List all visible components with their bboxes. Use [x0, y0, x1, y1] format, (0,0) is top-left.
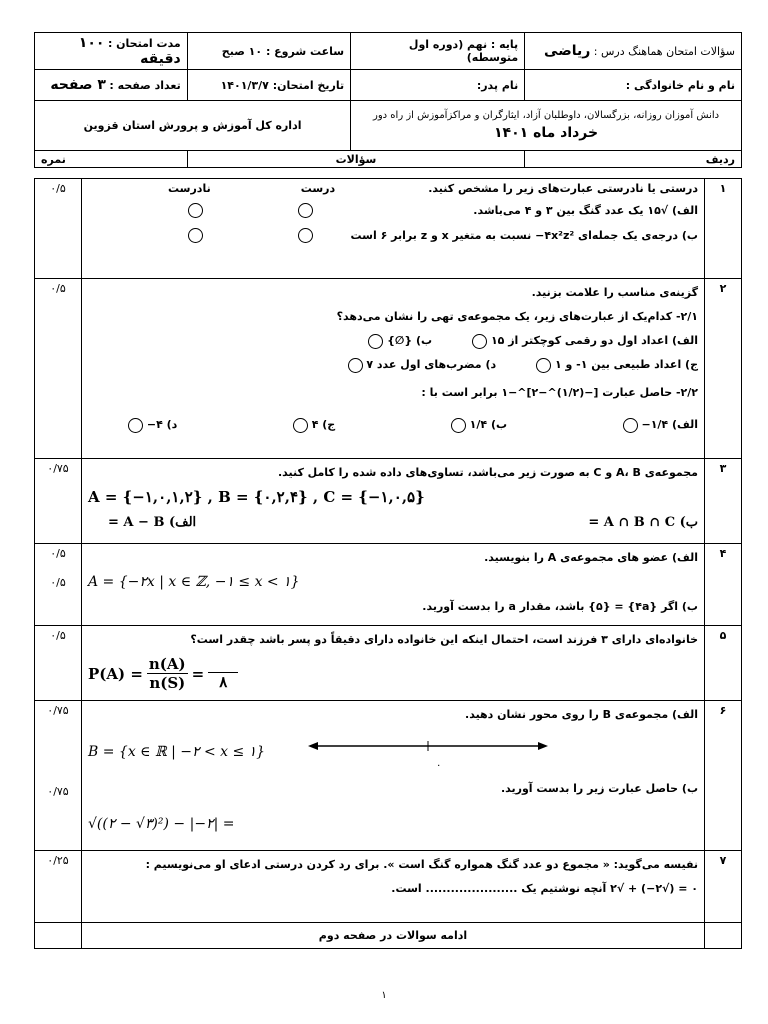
question-row	[35, 179, 742, 279]
score-part-a: ۰/۵	[50, 547, 66, 560]
zero-tick-label: ۰	[436, 760, 442, 771]
number-line[interactable]	[308, 734, 548, 770]
radio-icon[interactable]	[368, 334, 383, 349]
continue-note: ادامه سوالات در صفحه دوم	[82, 923, 705, 949]
statement-a: الف) √۱۵ یک عدد گنگ بین ۳ و ۴ می‌باشد.	[473, 204, 698, 217]
col-score-header: نمره	[35, 151, 188, 168]
question-body	[82, 544, 705, 626]
question-row	[35, 626, 742, 701]
question-part-a: الف) عضو های مجموعه‌ی A را بنویسید.	[484, 551, 698, 564]
grade-cell: پایه : نهم (دوره اول متوسطه)	[351, 33, 525, 70]
radio-icon[interactable]	[293, 418, 308, 433]
question-body	[82, 279, 705, 459]
false-option-b[interactable]	[188, 228, 203, 243]
set-builder-b: B = {x ∈ ℝ | −۲ < x ≤ ۱}	[88, 744, 266, 760]
statement-b: ب) درجه‌ی یک جمله‌ای ۴x²z²− نسبت به متغیر x و z برابر ۶ است	[350, 229, 698, 242]
audience-cell: دانش آموزان روزانه، بزرگسالان، داوطلبان آزاد، ایثارگران و مراکزآموزش از راه دور خرداد ماه ۱۴۰۱	[351, 101, 742, 151]
question-score: ۰/۵	[35, 179, 82, 279]
radio-icon[interactable]	[623, 418, 638, 433]
page-number: ۱	[381, 990, 387, 1001]
pages-cell: تعداد صفحه : ۳ صفحه	[35, 70, 188, 101]
fill-in-blank[interactable]: ۰ = (√۲−) + √۲ آنچه نوشتیم یک ...................... است.	[391, 882, 698, 895]
option-2-2-d[interactable]: د) ۴−	[128, 416, 177, 434]
sub-question-2-1: ۲/۱- کدام‌یک از عبارت‌های زیر، یک مجموعه‌ی تهی را نشان می‌دهد؟	[336, 310, 698, 323]
true-option-b[interactable]	[298, 228, 313, 243]
course-name: ریاضی	[544, 43, 591, 59]
sub-question-2-2: ۲/۲- حاصل عبارت [−(۱/۲)^−۲]^−۱ برابر است با :	[421, 386, 698, 399]
false-column-label: نادرست	[168, 182, 211, 195]
radio-icon[interactable]	[451, 418, 466, 433]
radical-expression: √((۲ − √۳)²) − |−۲| =	[88, 816, 235, 832]
question-body	[82, 179, 705, 279]
question-number: ۴	[705, 544, 742, 626]
exam-header	[34, 32, 742, 168]
father-name-field[interactable]: نام پدر:	[351, 70, 525, 101]
option-2-2-c[interactable]: ج) ۴	[293, 416, 335, 434]
question-text: نفیسه می‌گوید: « مجموع دو عدد گنگ همواره گنگ است ». برای رد کردن درستی ادعای او می‌نویسیم :	[145, 858, 698, 871]
question-number: ۶	[705, 701, 742, 851]
continue-row	[35, 923, 742, 949]
question-number: ۱	[705, 179, 742, 279]
arrow-left-icon	[308, 742, 318, 750]
question-body	[82, 626, 705, 701]
question-row	[35, 701, 742, 851]
question-row	[35, 544, 742, 626]
question-number: ۲	[705, 279, 742, 459]
question-body	[82, 851, 705, 923]
question-part-b: ب) اگر {۴a} = {۵} باشد، مقدار a را بدست آورید.	[422, 600, 698, 613]
col-row-header: ردیف	[525, 151, 742, 168]
false-option-a[interactable]	[188, 203, 203, 218]
set-intersection-prompt: الف) A − B =	[108, 515, 197, 530]
option-2-2-a[interactable]: الف) ۱/۴−	[623, 416, 698, 434]
option-2-1-a[interactable]: الف) اعداد اول دو رقمی کوچکتر از ۱۵	[472, 332, 698, 350]
question-score: ۰/۷۵	[35, 459, 82, 544]
question-title: مجموعه‌ی A، B و C به صورت زیر می‌باشد، تساوی‌های داده شده را کامل کنید.	[277, 466, 698, 479]
question-score: ۰/۵	[35, 279, 82, 459]
question-number: ۷	[705, 851, 742, 923]
option-2-1-b[interactable]: ب) {∅}	[368, 332, 432, 350]
score-part-b: ۰/۵	[50, 576, 66, 589]
true-option-a[interactable]	[298, 203, 313, 218]
question-number: ۵	[705, 626, 742, 701]
score-part-b: ۰/۷۵	[47, 785, 69, 798]
duration-cell: مدت امتحان : ۱۰۰ دقیقه	[35, 33, 188, 70]
probability-formula: P(A) = $\frac{n(A)}{n(S)}$ = ۸	[88, 655, 698, 692]
question-row	[35, 279, 742, 459]
option-2-2-b[interactable]: ب) ۱/۴	[451, 416, 507, 434]
question-title: خانواده‌ای دارای ۳ فرزند است، احتمال اینکه این خانواده دارای دقیقاً دو پسر باشد چقدر است؟	[190, 633, 698, 646]
true-column-label: درست	[300, 182, 336, 195]
question-title: گزینه‌ی مناسب را علامت بزنید.	[531, 286, 698, 299]
course-cell: سؤالات امتحان هماهنگ درس : ریاضی	[525, 33, 742, 70]
question-score: ۰/۵	[35, 626, 82, 701]
radio-icon[interactable]	[536, 358, 551, 373]
exam-date: تاریخ امتحان: ۱۴۰۱/۳/۷	[187, 70, 350, 101]
set-difference-prompt: ب) A ∩ B ∩ C =	[588, 515, 698, 530]
arrow-right-icon	[538, 742, 548, 750]
question-score: ۰/۲۵	[35, 851, 82, 923]
start-time: ساعت شروع : ۱۰ صبح	[187, 33, 350, 70]
radio-icon[interactable]	[348, 358, 363, 373]
exam-session: خرداد ماه ۱۴۰۱	[494, 125, 599, 141]
col-questions-header: سؤالات	[187, 151, 524, 168]
score-part-a: ۰/۷۵	[47, 704, 69, 717]
option-2-1-c[interactable]: ج) اعداد طبیعی بین ۱- و ۱	[536, 356, 698, 374]
question-part-b: ب) حاصل عبارت زیر را بدست آورید.	[500, 782, 698, 795]
radio-icon[interactable]	[128, 418, 143, 433]
student-name-field[interactable]: نام و نام خانوادگی :	[525, 70, 742, 101]
question-title: درستی یا نادرستی عبارت‌های زیر را مشخص کنید.	[428, 182, 698, 195]
set-builder-a: A = {−۲x | x ∈ ℤ, −۱ ≤ x < ۱}	[88, 574, 300, 590]
question-number: ۳	[705, 459, 742, 544]
question-row	[35, 459, 742, 544]
question-body	[82, 701, 705, 851]
questions-table	[34, 178, 742, 949]
radio-icon[interactable]	[472, 334, 487, 349]
office-name: اداره کل آموزش و پرورش استان قزوین	[35, 101, 351, 151]
question-row	[35, 851, 742, 923]
option-2-1-d[interactable]: د) مضرب‌های اول عدد ۷	[348, 356, 497, 374]
set-definitions: A = {−۱,۰,۱,۲} , B = {۰,۲,۴} , C = {−۱,۰,۵}	[88, 488, 425, 506]
answer-fraction[interactable]: ۸	[208, 656, 238, 691]
question-part-a: الف) مجموعه‌ی B را روی محور نشان دهید.	[465, 708, 698, 721]
question-body	[82, 459, 705, 544]
